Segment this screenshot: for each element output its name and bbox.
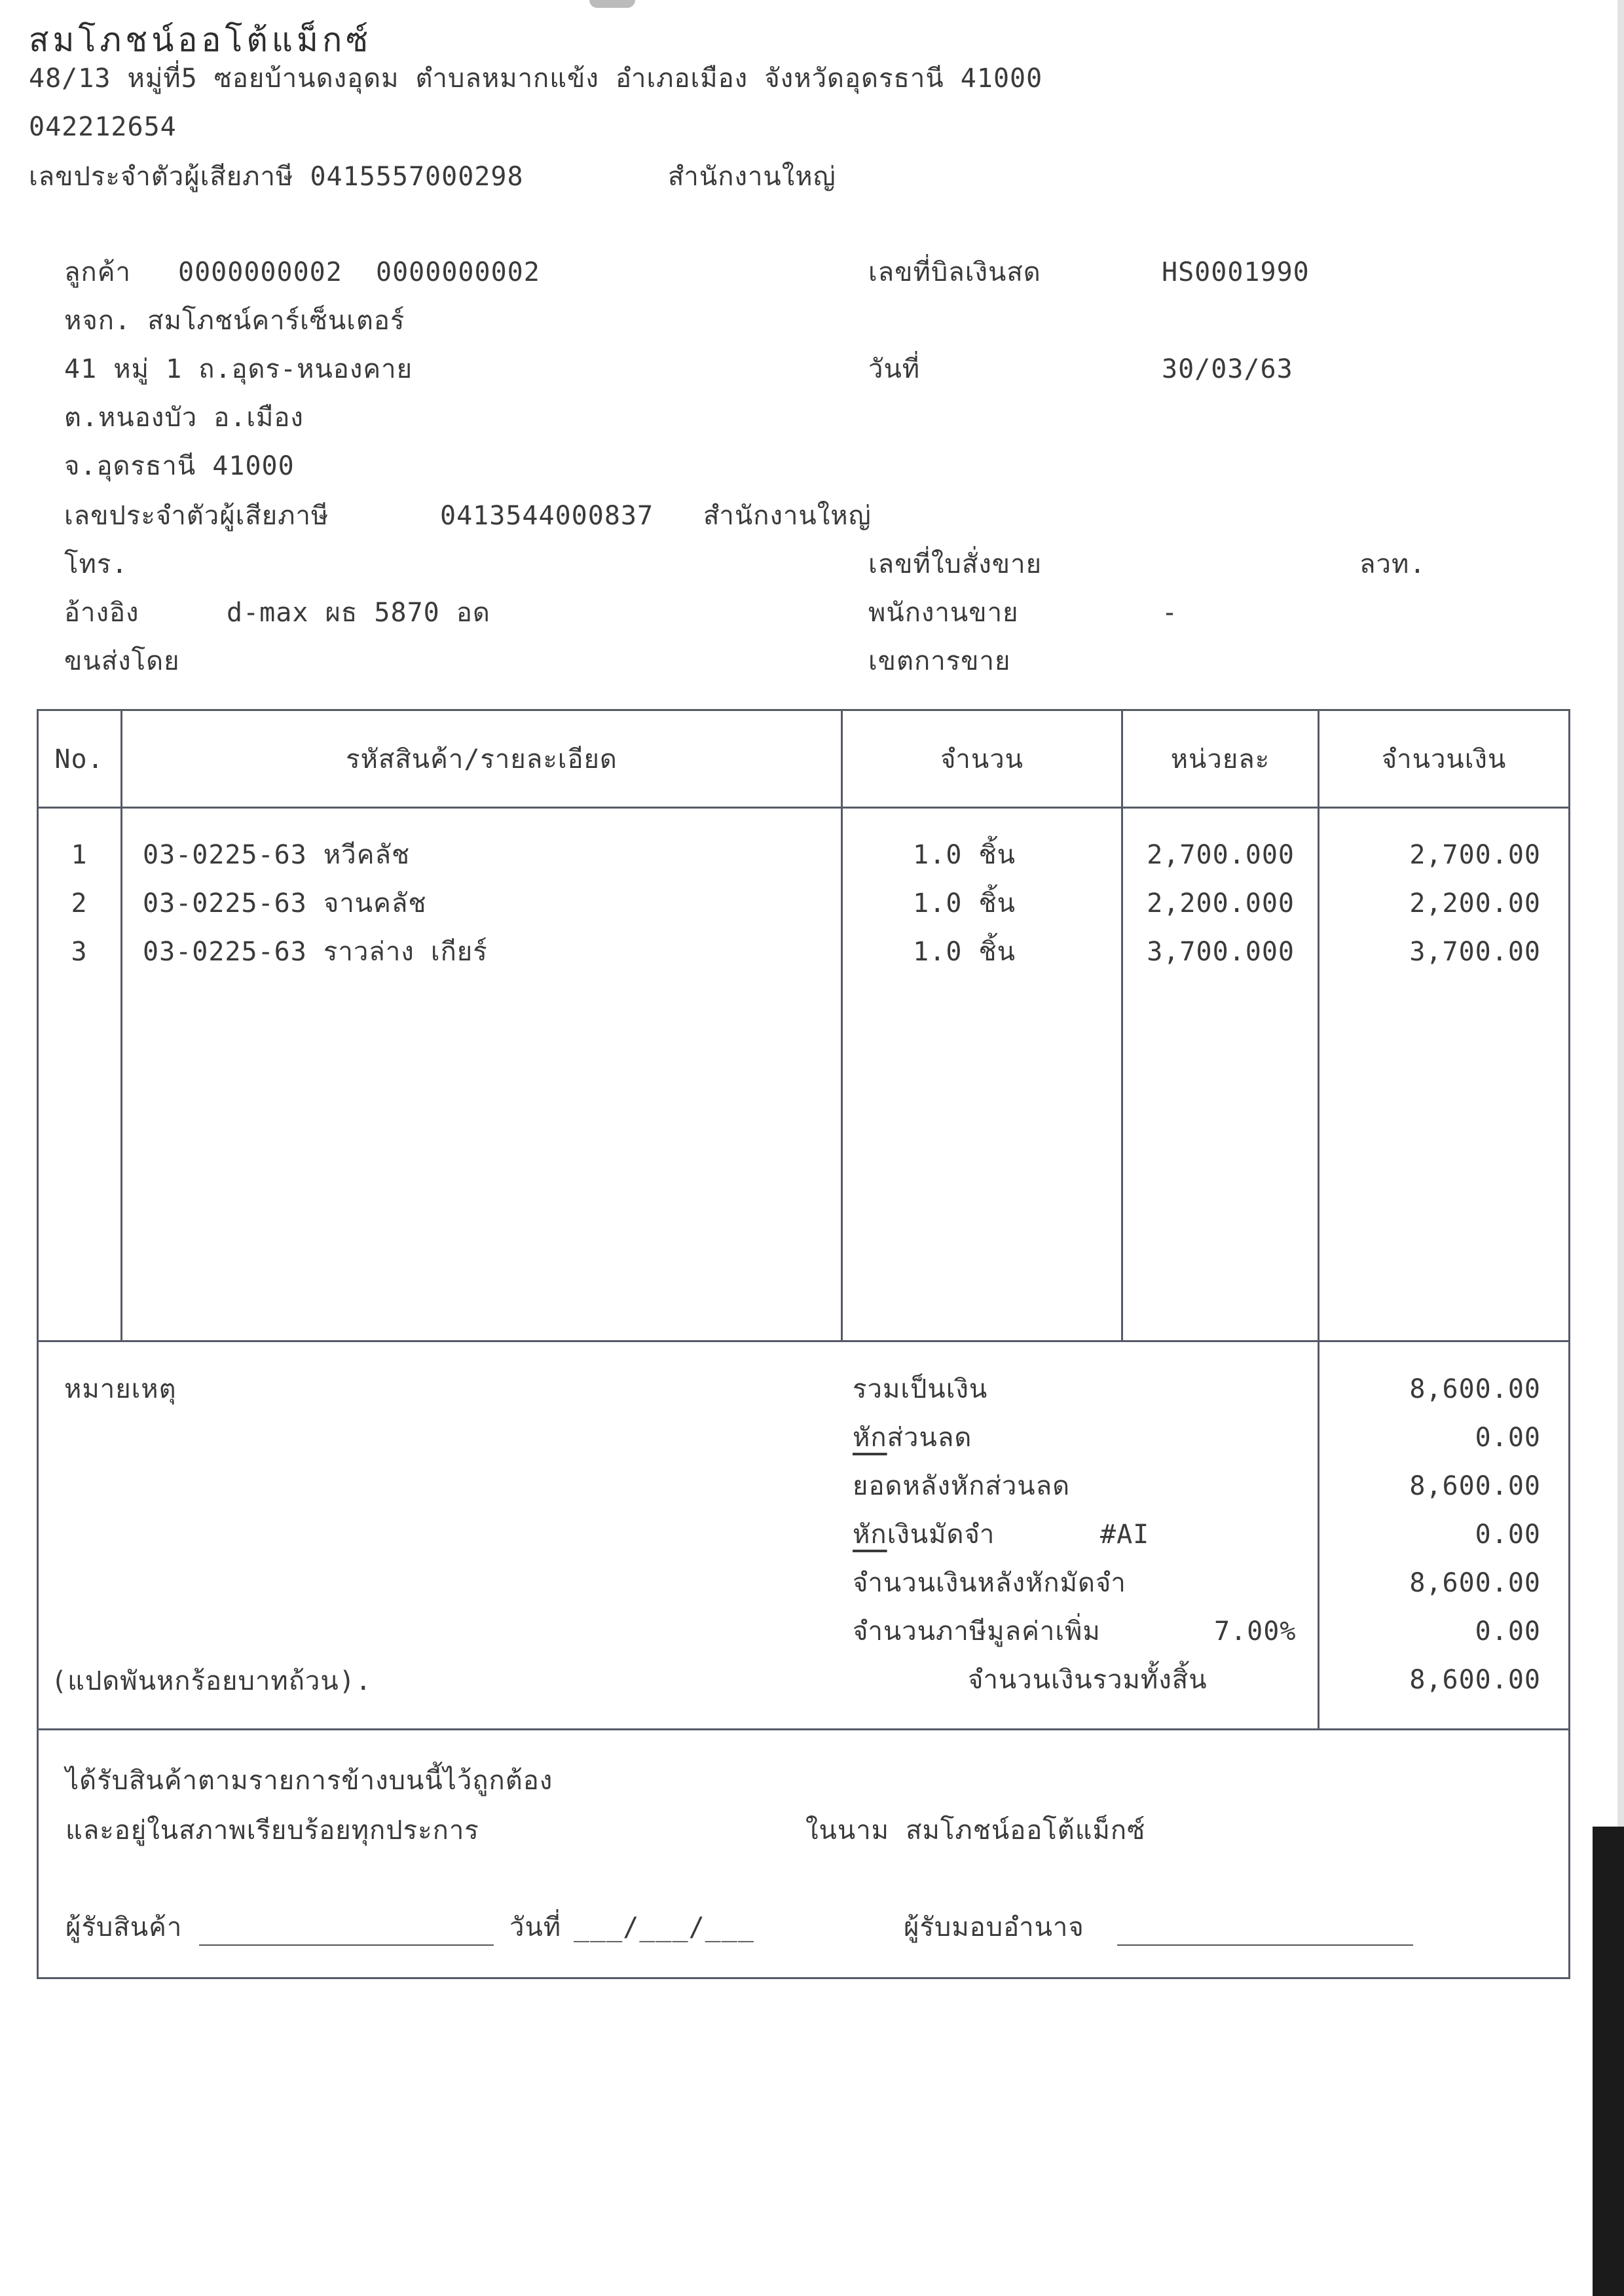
salesperson-value: -	[1162, 598, 1179, 628]
remark-label: หมายเหตุ	[64, 1374, 177, 1404]
company-phone: 042212654	[29, 112, 177, 142]
vat-value: 0.00	[1475, 1616, 1541, 1647]
deposit-code: #AI	[1100, 1520, 1150, 1550]
company-branch: สำนักงานใหญ่	[668, 162, 836, 192]
row-quantity: 1.0 ชิ้น	[913, 888, 1016, 919]
header-unit-price: หน่วยละ	[1170, 744, 1270, 774]
deposit-value: 0.00	[1475, 1520, 1541, 1550]
after-discount-value: 8,600.00	[1409, 1471, 1541, 1501]
receiver-signature-line	[199, 1944, 494, 1946]
row-description: 03-0225-63 หวีคลัช	[143, 840, 411, 870]
scan-edge-dark	[1593, 1827, 1624, 2296]
row-description: 03-0225-63 ราวล่าง เกียร์	[143, 937, 488, 967]
salesperson-label: พนักงานขาย	[868, 598, 1019, 628]
row-quantity: 1.0 ชิ้น	[913, 937, 1016, 967]
totals-bottom-divider	[37, 1728, 1570, 1730]
scan-edge-shadow	[1617, 0, 1624, 1827]
authorized-signature-line	[1117, 1944, 1413, 1946]
grand-total-value: 8,600.00	[1409, 1665, 1541, 1695]
grand-total-label: จำนวนเงินรวมทั้งสิ้น	[968, 1665, 1208, 1695]
received-statement-1: ได้รับสินค้าตามรายการข้างบนนี้ไว้ถูกต้อง	[65, 1766, 553, 1796]
bill-number: HS0001990	[1162, 257, 1310, 287]
company-tax-id: เลขประจำตัวผู้เสียภาษี 0415557000298	[29, 162, 524, 192]
customer-tax-label: เลขประจำตัวผู้เสียภาษี	[64, 501, 329, 531]
receive-date-slots: ___/___/___	[574, 1912, 754, 1942]
customer-address-3: จ.อุดรธานี 41000	[64, 451, 295, 481]
company-address: 48/13 หมู่ที่5 ซอยบ้านดงอุดม ตำบลหมากแข้ง อำเภอเมือง จังหวัดอุดรธานี 41000	[29, 64, 1043, 94]
col-divider-2	[841, 709, 843, 1342]
row-unit-price: 2,700.000	[1147, 840, 1295, 870]
customer-code-2: 0000000002	[376, 257, 540, 287]
discount-label-underlined: หัก	[853, 1423, 887, 1453]
customer-address-1: 41 หมู่ 1 ถ.อุดร-หนองคาย	[64, 354, 413, 384]
scan-smudge	[589, 0, 635, 8]
customer-address-2: ต.หนองบัว อ.เมือง	[64, 403, 304, 433]
header-no: No.	[54, 744, 104, 774]
on-behalf-of: ในนาม สมโภชน์ออโต้แม็กซ์	[805, 1815, 1146, 1846]
subtotal-value: 8,600.00	[1409, 1374, 1541, 1404]
customer-label: ลูกค้า	[64, 257, 131, 287]
sales-order-label: เลขที่ใบสั่งขาย	[868, 549, 1043, 579]
vat-label: จำนวนภาษีมูลค่าเพิ่ม	[853, 1616, 1101, 1647]
vat-rate: 7.00%	[1214, 1616, 1297, 1647]
customer-phone-label: โทร.	[64, 549, 128, 579]
sales-area-label: เขตการขาย	[868, 646, 1011, 676]
received-statement-2: และอยู่ในสภาพเรียบร้อยทุกประการ	[65, 1815, 479, 1846]
header-amount: จำนวนเงิน	[1381, 744, 1507, 774]
deposit-label	[853, 1522, 995, 1548]
bill-number-label: เลขที่บิลเงินสด	[868, 257, 1041, 287]
customer-tax-id: 0413544000837	[440, 501, 654, 531]
row-no: 2	[71, 888, 88, 919]
row-description: 03-0225-63 จานคลัช	[143, 888, 427, 919]
row-unit-price: 2,200.000	[1147, 888, 1295, 919]
receive-date-label: วันที่	[509, 1912, 562, 1942]
company-name: สมโภชน์ออโต้แม็กซ์	[29, 21, 373, 59]
header-quantity: จำนวน	[940, 744, 1024, 774]
row-quantity: 1.0 ชิ้น	[913, 840, 1016, 870]
items-bottom-divider	[37, 1340, 1570, 1342]
row-no: 1	[71, 840, 88, 870]
reference-value: d-max ผธ 5870 อด	[227, 598, 490, 628]
after-discount-label: ยอดหลังหักส่วนลด	[853, 1471, 1071, 1501]
after-deposit-label: จำนวนเงินหลังหักมัดจำ	[853, 1568, 1126, 1598]
subtotal-label: รวมเป็นเงิน	[853, 1374, 988, 1404]
discount-value: 0.00	[1475, 1423, 1541, 1453]
header-divider	[37, 807, 1570, 809]
row-no: 3	[71, 937, 88, 967]
deposit-label-rest: เงินมัดจำ	[887, 1520, 995, 1550]
header-description: รหัสสินค้า/รายละเอียด	[346, 744, 618, 774]
discount-label	[853, 1425, 972, 1451]
row-amount: 3,700.00	[1409, 937, 1541, 967]
sales-order-value: ลวท.	[1359, 549, 1426, 579]
authorized-label: ผู้รับมอบอำนาจ	[904, 1912, 1084, 1942]
bill-date-label: วันที่	[868, 354, 921, 384]
amount-in-words: (แปดพันหกร้อยบาทถ้วน).	[51, 1666, 372, 1696]
reference-label: อ้างอิง	[64, 598, 139, 628]
row-amount: 2,700.00	[1409, 840, 1541, 870]
shipping-label: ขนส่งโดย	[64, 646, 180, 676]
row-amount: 2,200.00	[1409, 888, 1541, 919]
after-deposit-value: 8,600.00	[1409, 1568, 1541, 1598]
customer-name: หจก. สมโภชน์คาร์เซ็นเตอร์	[64, 306, 405, 336]
col-divider-1	[120, 709, 122, 1342]
customer-code-1: 0000000002	[178, 257, 342, 287]
deposit-label-underlined: หัก	[853, 1520, 887, 1550]
receiver-label: ผู้รับสินค้า	[65, 1912, 183, 1942]
customer-branch: สำนักงานใหญ่	[703, 501, 872, 531]
bill-date: 30/03/63	[1162, 354, 1293, 384]
row-unit-price: 3,700.000	[1147, 937, 1295, 967]
discount-label-rest: ส่วนลด	[887, 1423, 972, 1453]
col-divider-3	[1121, 709, 1123, 1342]
